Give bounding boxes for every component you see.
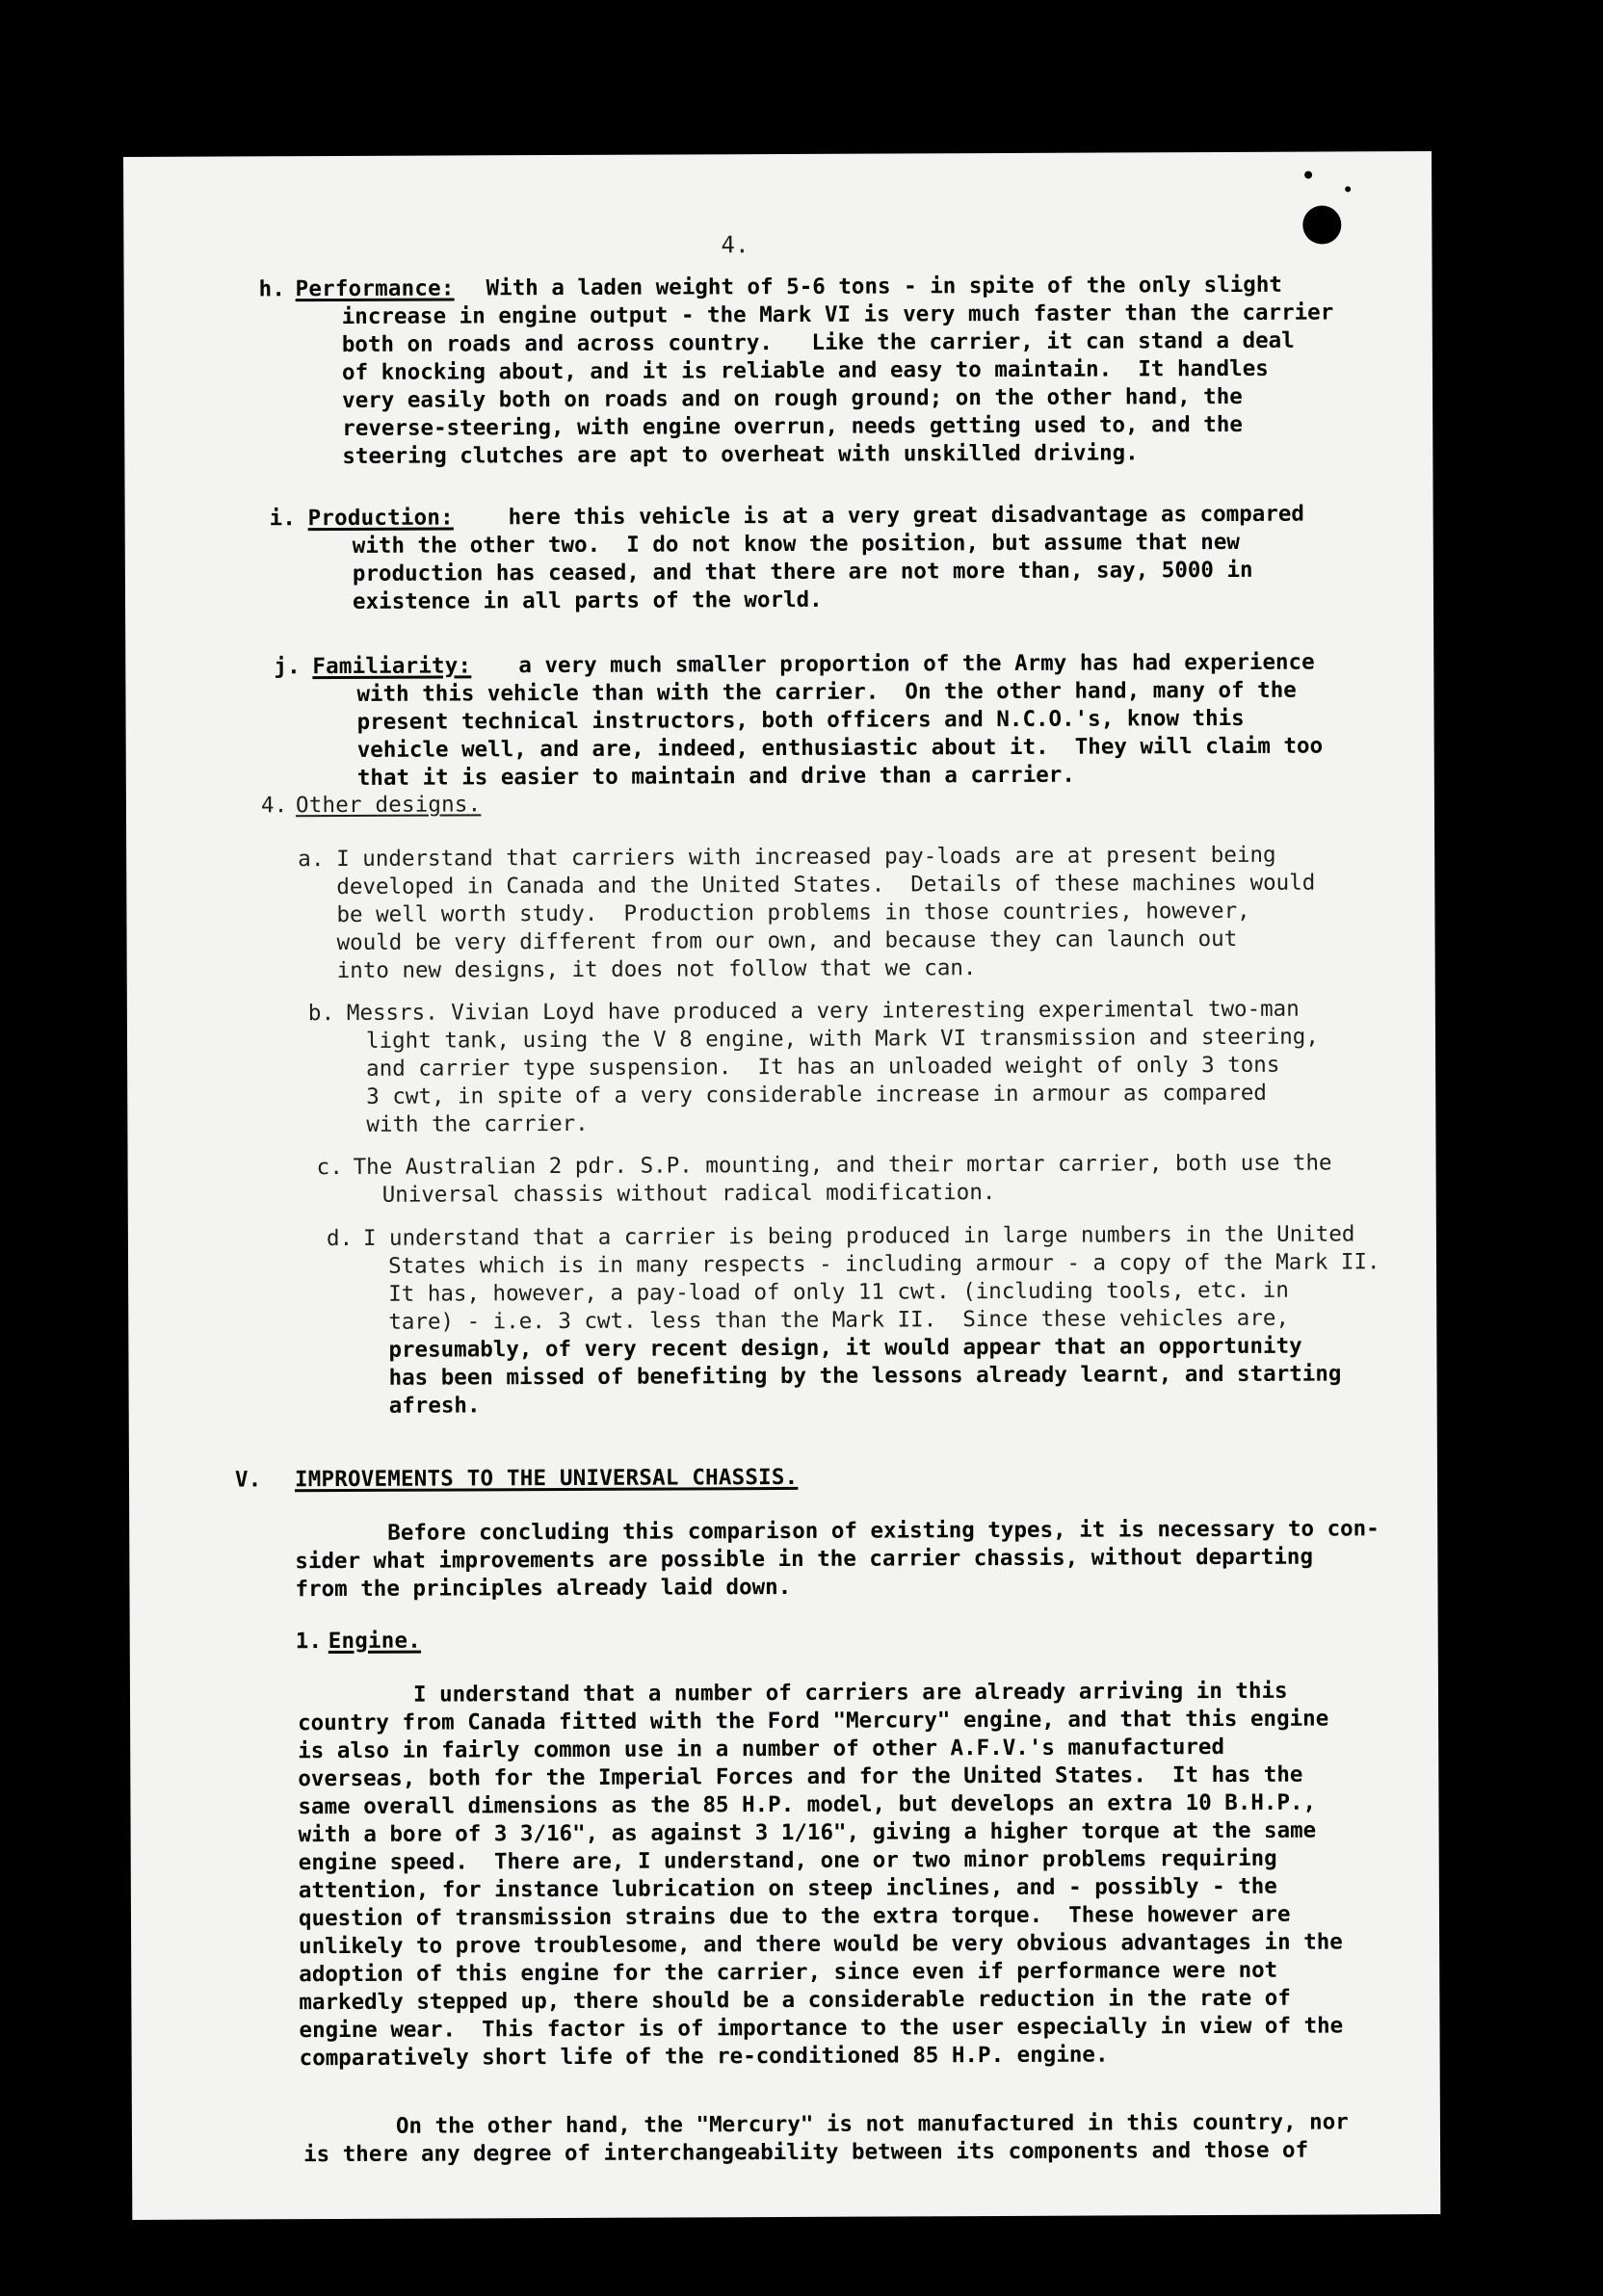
text-line: steering clutches are apt to overheat with unskilled driving. (342, 440, 1139, 469)
text-line: attention, for instance lubrication on steep inclines, and - possibly - the (298, 1873, 1277, 1904)
text-line: question of transmission strains due to the extra torque. These however are (298, 1901, 1291, 1932)
text-line: I understand that carriers with increased pay-loads are at present being (336, 842, 1276, 873)
production-paragraph (353, 501, 1305, 616)
text-line: 3 cwt, in spite of a very considerable increase in armour as compared (366, 1080, 1268, 1109)
text-line: comparatively short life of the re-conditioned 85 H.P. engine. (299, 2042, 1109, 2072)
text-line: of knocking about, and it is reliable and easy to maintain. It handles (341, 355, 1269, 385)
text-line: from the principles already laid down. (295, 1574, 792, 1603)
familiarity-paragraph (356, 649, 1323, 793)
heading-engine: Engine. (328, 1628, 422, 1655)
text-line: same overall dimensions as the 85 H.P. model, but develops an extra 10 B.H.P., (298, 1789, 1317, 1820)
text-line: Messrs. Vivian Loyd have produced a very interesting experimental two-man (346, 996, 1300, 1026)
text-line: production has ceased, and that there are not more than, say, 5000 in (352, 557, 1253, 587)
text-line: States which is in many respects - including armour - a copy of the Mark II. (387, 1249, 1380, 1279)
text-line: country from Canada fitted with the Ford "Mercury" engine, and that this engine (298, 1706, 1329, 1736)
item-label-a: a. (298, 847, 325, 873)
engine-paragraph (298, 1677, 1343, 2073)
punch-dot (1304, 171, 1312, 179)
text-line: On the other hand, the "Mercury" is not manufactured in this country, nor (395, 2109, 1349, 2139)
other-designs-item-d (363, 1220, 1380, 1421)
text-line: Universal chassis without radical modification. (381, 1180, 996, 1208)
performance-paragraph (342, 271, 1334, 470)
text-line: into new designs, it does not follow that we can. (336, 955, 977, 984)
text-line: present technical instructors, both officers and N.C.O.'s, know this (356, 705, 1245, 735)
text-line: increase in engine output - the Mark VI is very much faster than the carrier (341, 300, 1334, 329)
text-line: light tank, using the V 8 engine, with Mark VI transmission and steering, (365, 1024, 1319, 1054)
text-line: vehicle well, and are, indeed, enthusiastic about it. They will claim too (356, 733, 1324, 763)
page-number: 4. (721, 231, 749, 259)
text-line: engine speed. There are, I understand, one or two minor problems requiring (298, 1845, 1277, 1876)
text-line: engine wear. This factor is of importance to the user especially in view of the (299, 2013, 1344, 2044)
heading-familiarity: Familiarity: (312, 653, 472, 680)
document-page (123, 151, 1440, 2220)
text-line: With a laden weight of 5-6 tons - in spite of the only slight (486, 272, 1282, 301)
text-line: overseas, both for the Imperial Forces and for the United States. It has the (298, 1761, 1303, 1792)
text-line: Before concluding this comparison of existing types, it is necessary to con- (387, 1516, 1380, 1546)
text-line: tare) - i.e. 3 cwt. less than the Mark II. Since these vehicles are, (388, 1305, 1290, 1335)
text-line: existence in all parts of the world. (352, 587, 823, 614)
improvements-intro (295, 1515, 1380, 1604)
text-line: and carrier type suspension. It has an unloaded weight of only 3 tons (366, 1052, 1280, 1082)
other-designs-item-a (336, 842, 1316, 985)
text-line: sider what improvements are possible in the carrier chassis, without departing (295, 1544, 1314, 1575)
text-line bold: presumably, of very recent design, it would appear that an opportunity (388, 1333, 1302, 1363)
text-line: both on roads and across country. Like the carrier, it can stand a deal (341, 327, 1295, 357)
text-line: with the carrier. (366, 1110, 589, 1137)
text-line: here this vehicle is at a very great disadvantage as compared (508, 501, 1305, 531)
text-line: a very much smaller proportion of the Army has had experience (518, 649, 1315, 679)
text-line: that it is easier to maintain and drive than a carrier. (356, 762, 1075, 791)
heading-production: Production: (307, 505, 454, 532)
text-line: with the other two. I do not know the position, but assume that new (352, 529, 1240, 559)
heading-improvements: IMPROVEMENTS TO THE UNIVERSAL CHASSIS. (294, 1464, 799, 1493)
item-label-j: j. (274, 654, 301, 680)
heading-performance: Performance: (295, 275, 455, 302)
engine-final-paragraph (303, 2108, 1349, 2169)
item-label-h: h. (258, 276, 286, 302)
text-line bold: has been missed of benefiting by the lessons already learnt, and starting (388, 1361, 1342, 1391)
other-designs-item-b (347, 996, 1319, 1139)
punch-dot (1345, 186, 1351, 192)
text-line: very easily both on roads and on rough ground; on the other hand, the (342, 383, 1243, 413)
text-line: markedly stepped up, there should be a considerable reduction in the rate of (299, 1985, 1291, 2016)
text-line: The Australian 2 pdr. S.P. mounting, and their mortar carrier, both use the (353, 1150, 1332, 1180)
item-label-i: i. (269, 506, 297, 532)
text-line: with this vehicle than with the carrier. On the other hand, many of the (356, 677, 1297, 707)
heading-other-designs: Other designs. (295, 792, 482, 819)
text-line: I understand that a number of carriers are already arriving in this (412, 1678, 1288, 1708)
text-line: adoption of this engine for the carrier, since even if performance were not (299, 1957, 1278, 1988)
punch-hole (1302, 205, 1341, 244)
text-line: developed in Canada and the United States. Details of these machines would (336, 870, 1316, 900)
subsection-number-1: 1. (295, 1629, 323, 1655)
text-line: is there any degree of interchangeability between its components and those of (303, 2137, 1309, 2168)
text-line: is also in fairly common use in a number of other A.F.V.'s manufactured (298, 1734, 1225, 1764)
text-line: I understand that a carrier is being produced in large numbers in the United (362, 1221, 1355, 1251)
other-designs-item-c (354, 1149, 1332, 1209)
item-label-c: c. (316, 1154, 344, 1181)
item-label-b: b. (307, 1001, 335, 1027)
text-line: would be very different from our own, and because they can launch out (336, 926, 1238, 956)
text-line: reverse-steering, with engine overrun, needs getting used to, and the (342, 411, 1243, 441)
text-line bold: afresh. (388, 1393, 481, 1419)
text-line: be well worth study. Production problems in those countries, however, (336, 898, 1250, 928)
section-numeral-v: V. (234, 1467, 262, 1493)
text-line: with a bore of 3 3/16", as against 3 1/16", giving a higher torque at the same (298, 1817, 1317, 1848)
item-label-d: d. (326, 1225, 354, 1252)
text-line: It has, however, a pay-load of only 11 cwt. (including tools, etc. in (388, 1277, 1289, 1307)
text-line: unlikely to prove troublesome, and there would be very obvious advantages in the (299, 1929, 1343, 1960)
section-number-4: 4. (260, 793, 288, 819)
